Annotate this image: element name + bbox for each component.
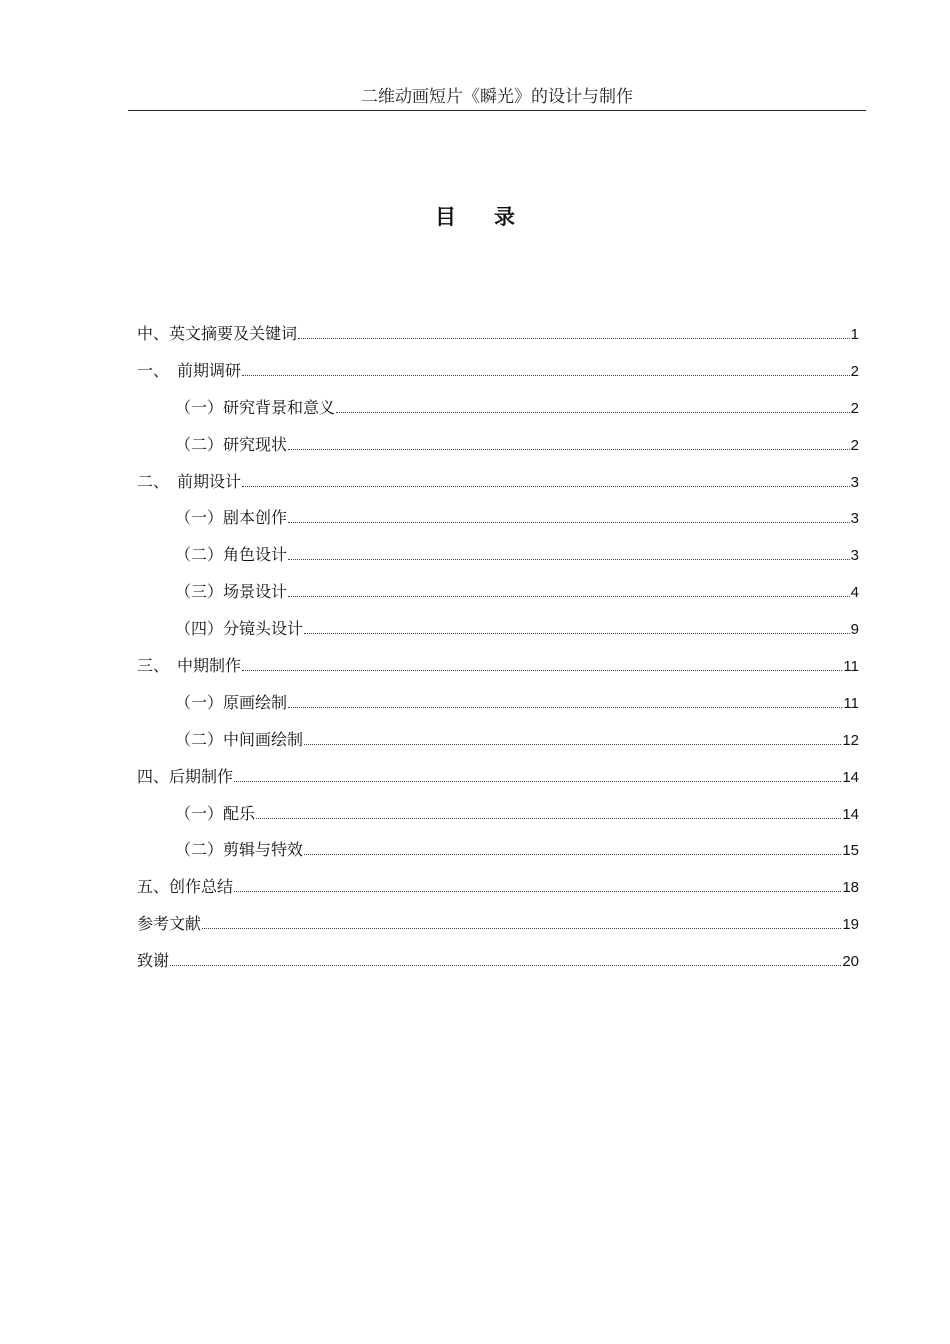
toc-entry[interactable] bbox=[137, 796, 859, 833]
toc-entry-label: （一）研究背景和意义 bbox=[175, 397, 336, 417]
toc-leader-dots bbox=[288, 508, 850, 523]
toc-entry-label: （一）配乐 bbox=[175, 803, 256, 823]
toc-entry-label: 四、后期制作 bbox=[137, 766, 234, 786]
header-title: 二维动画短片《瞬光》的设计与制作 bbox=[361, 87, 633, 107]
toc-entry[interactable] bbox=[137, 648, 859, 685]
toc-leader-dots bbox=[256, 804, 841, 819]
toc-entry[interactable] bbox=[137, 832, 859, 869]
toc-entry-label: 中、英文摘要及关键词 bbox=[137, 324, 298, 343]
toc-entry-label: （一）原画绘制 bbox=[175, 692, 288, 712]
toc-leader-dots bbox=[288, 693, 842, 708]
toc-entry-label: （四）分镜头设计 bbox=[175, 619, 304, 639]
toc-entry-page: 18 bbox=[842, 879, 859, 897]
toc-entry-page: 11 bbox=[843, 658, 859, 676]
toc-entry-page: 20 bbox=[842, 953, 859, 971]
toc-entry[interactable] bbox=[137, 759, 859, 796]
running-header bbox=[128, 84, 866, 111]
toc-entry[interactable] bbox=[137, 500, 859, 537]
toc-entry-page: 3 bbox=[850, 547, 859, 565]
toc-entry-label: （三）场景设计 bbox=[175, 582, 288, 602]
toc-entry-label: 致谢 bbox=[137, 951, 170, 971]
toc-entry-page: 2 bbox=[850, 436, 859, 454]
toc-entry-page: 2 bbox=[850, 362, 859, 380]
toc-leader-dots bbox=[304, 730, 841, 745]
toc-leader-dots bbox=[304, 840, 841, 855]
toc-entry-label: （二）研究现状 bbox=[175, 434, 288, 454]
toc-entry-page: 9 bbox=[850, 621, 859, 639]
toc-leader-dots bbox=[170, 951, 841, 966]
toc-entry-page: 19 bbox=[842, 916, 859, 934]
toc-entry-page: 14 bbox=[842, 805, 859, 823]
toc-entry-page: 2 bbox=[850, 399, 859, 417]
toc-entry[interactable] bbox=[137, 574, 859, 611]
toc-leader-dots bbox=[288, 545, 850, 560]
toc-entry-label: 参考文献 bbox=[137, 914, 202, 934]
toc-entry[interactable] bbox=[137, 316, 859, 353]
toc-leader-dots bbox=[336, 398, 850, 413]
toc-entry[interactable] bbox=[137, 869, 859, 906]
toc-entry-label: （一）剧本创作 bbox=[175, 508, 288, 528]
toc-entry[interactable] bbox=[137, 353, 859, 390]
toc-entry-page: 12 bbox=[842, 731, 859, 749]
toc-leader-dots bbox=[242, 472, 850, 487]
toc-entry[interactable] bbox=[137, 906, 859, 943]
toc-entry-page: 4 bbox=[850, 584, 859, 602]
toc-leader-dots bbox=[242, 656, 842, 671]
toc-entry[interactable] bbox=[137, 722, 859, 759]
toc-entry-page: 14 bbox=[842, 768, 859, 786]
toc-entry-page: 3 bbox=[850, 510, 859, 528]
toc-entry-label: 五、创作总结 bbox=[137, 877, 234, 897]
toc-entry[interactable] bbox=[137, 611, 859, 648]
toc-entry[interactable] bbox=[137, 943, 859, 980]
toc-title bbox=[0, 200, 950, 234]
toc-entry-label: （二）中间画绘制 bbox=[175, 729, 304, 749]
toc-entry[interactable] bbox=[137, 427, 859, 464]
toc-leader-dots bbox=[298, 324, 850, 339]
toc-entry-page: 3 bbox=[850, 473, 859, 491]
toc-entry-label: 一、 前期调研 bbox=[137, 360, 242, 380]
toc-leader-dots bbox=[234, 767, 841, 782]
toc-title-char: 目 bbox=[435, 205, 456, 229]
toc-entry-label: （二）剪辑与特效 bbox=[175, 840, 304, 860]
toc-entry[interactable] bbox=[137, 464, 859, 501]
toc-entry-label: （二）角色设计 bbox=[175, 545, 288, 565]
toc-leader-dots bbox=[202, 914, 841, 929]
toc-entry-page: 15 bbox=[842, 842, 859, 860]
toc-entry[interactable] bbox=[137, 390, 859, 427]
toc-entry-label: 三、 中期制作 bbox=[137, 656, 242, 676]
toc-entry-label: 二、 前期设计 bbox=[137, 471, 242, 491]
toc-leader-dots bbox=[242, 361, 850, 376]
toc-leader-dots bbox=[234, 877, 841, 892]
toc-entry-page: 1 bbox=[850, 326, 859, 343]
table-of-contents bbox=[137, 316, 859, 980]
toc-entry[interactable] bbox=[137, 685, 859, 722]
toc-entry-page: 11 bbox=[843, 694, 859, 712]
toc-entry[interactable] bbox=[137, 537, 859, 574]
toc-leader-dots bbox=[288, 582, 850, 597]
toc-leader-dots bbox=[304, 619, 850, 634]
toc-leader-dots bbox=[288, 435, 850, 450]
toc-title-char: 录 bbox=[494, 205, 515, 229]
